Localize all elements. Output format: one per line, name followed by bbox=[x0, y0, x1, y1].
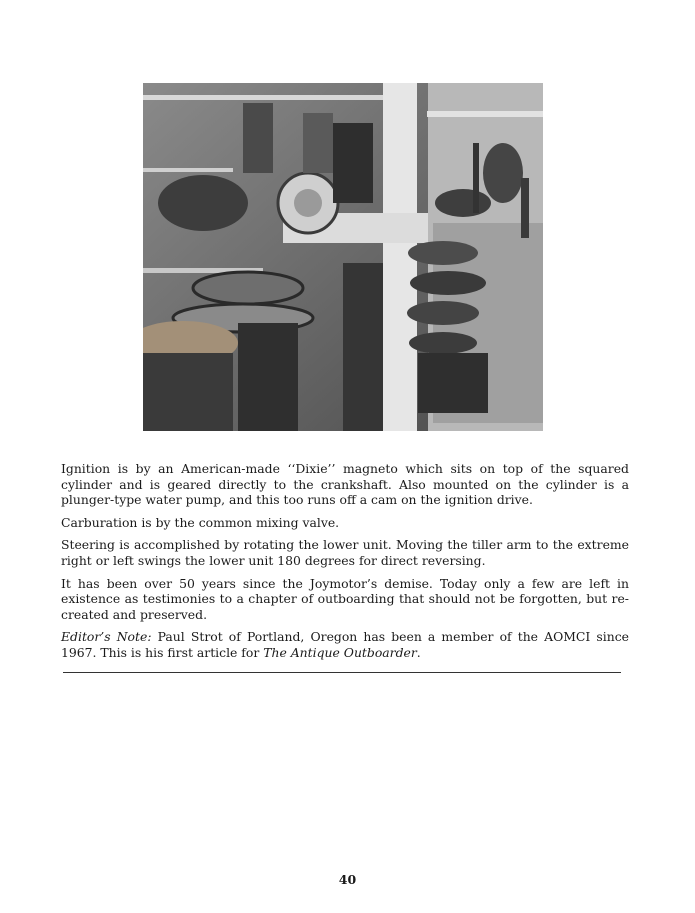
article-body bbox=[61, 461, 629, 668]
editors-note-label: Editor’s Note: bbox=[61, 629, 152, 645]
page-number: 40 bbox=[338, 872, 357, 887]
paragraph-demise: It has been over 50 years since the Joymotor’s demise. Today only a few are left in existence as testimonies to a chapter of outboarding that should not be forgotten, but re-created and preserved. bbox=[61, 575, 629, 622]
publication-title: The Antique Outboarder bbox=[263, 644, 417, 660]
photo-outboard-collection bbox=[143, 83, 543, 431]
horizontal-rule bbox=[63, 672, 621, 673]
editors-note-end: . bbox=[416, 644, 421, 660]
paragraph-ignition: Ignition is by an American-made ‘‘Dixie’’ magneto which sits on top of the squared cylinder and is geared directly to the crankshaft. Also mounted on the cylinder is a plunger-type water pump, and this too runs off a cam on the ignition drive. bbox=[61, 461, 629, 508]
paragraph-carburation: Carburation is by the common mixing valve. bbox=[61, 514, 340, 530]
paragraph-steering: Steering is accomplished by rotating the lower unit. Moving the tiller arm to the extreme right or left swings the lower unit 180 degrees for direct reversing. bbox=[61, 537, 629, 568]
editors-note-text: Paul Strot of Portland, Oregon has been a member of the AOMCI since 1967. This is his first article for bbox=[61, 629, 629, 660]
editors-note bbox=[61, 629, 629, 660]
photo-illustration bbox=[143, 83, 543, 431]
